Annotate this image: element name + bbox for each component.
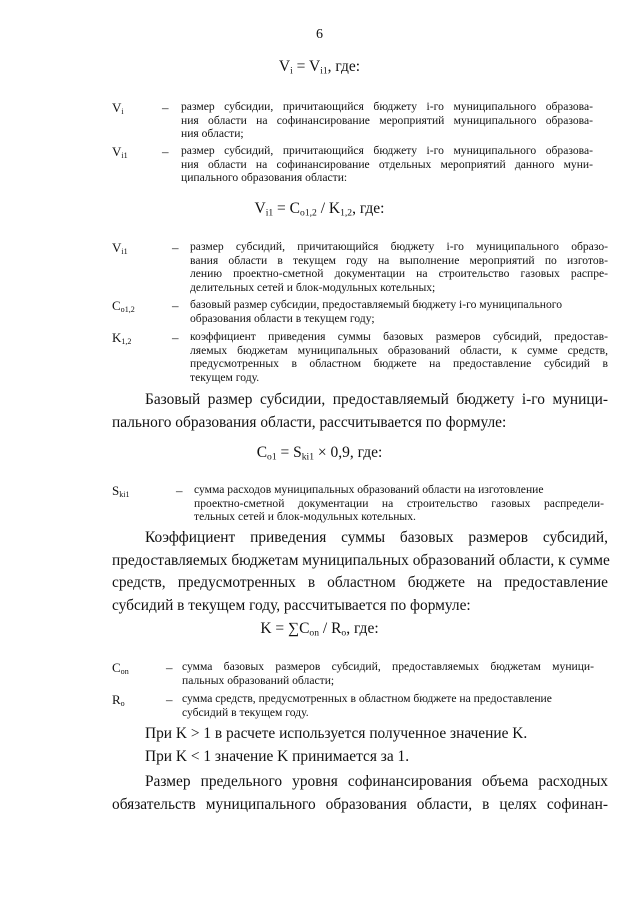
definition-dash: – (172, 330, 179, 345)
definition-text: размер субсидий, причитающийся бюджету i-го муниципального образова- ния области на софинансирование отдельных мероприятий данного муни- ципального образования области: (181, 144, 593, 184)
definition-text: сумма базовых размеров субсидий, предоставляемых бюджетам муници- пальных образований области; (182, 660, 594, 687)
formula-vi1: $V_{i1} = C_{o1,2} / K_{1,2}$, где: (254, 200, 385, 219)
definition-text: базовый размер субсидии, предоставляемый бюджету i-го муниципального образования области в текущем году; (190, 298, 563, 325)
definition-text: сумма средств, предусмотренных в областном бюджете на предоставление субсидий в текущем году. (182, 692, 552, 719)
definition-text: коэффициент приведения суммы базовых размеров субсидий, предостав- ляемых бюджетам муниципальных образований области, к сумме средств, предусмотренных в областном бюджете на предоставление субсидий в текущем году. (190, 330, 608, 384)
definition-symbol: $C_{o1,2}$ (112, 298, 135, 314)
definition-text: размер субсидий, причитающийся бюджету i-го муниципального образо- вания области в текущем году на выполнение мероприятий по изготов- лению проектно-сметной документации на строительство газовых распре- делительных сетей и блок-модульных котельных; (190, 240, 608, 294)
definition-text: сумма расходов муниципальных образований области на изготовление проектно-сметной документации на строительство газовых распредели- тельных сетей и блок-модульных котельных. (194, 483, 604, 523)
definition-symbol: $V_i$ (112, 100, 124, 116)
definition-symbol: $K_{1,2}$ (112, 330, 132, 346)
formula-vi: $V_i = V_{i1}$, где: (278, 58, 361, 77)
paragraph-base-subsidy: Базовый размер субсидии, предоставляемый бюджету i-го муници- пального образования области, рассчитывается по формуле: (112, 391, 608, 431)
paragraph-coefficient: Коэффициент приведения суммы базовых размеров субсидий, предоставляемых бюджетам муниципальных образований области, к сумме средств, предусмотренных в областном бюджете на предоставление субсидий в текущем году, рассчитывается по формуле: (112, 529, 610, 614)
definition-symbol: $V_{i1}$ (112, 240, 128, 256)
formula-k: $K = \sum C_{on} / R_o$, где: (260, 620, 379, 639)
rule-k-less: При K < 1 значение K принимается за 1. (145, 748, 410, 765)
page-number: 6 (316, 27, 323, 42)
definition-dash: – (162, 100, 169, 115)
rule-k-greater: При K > 1 в расчете используется полученное значение K. (145, 725, 528, 742)
definition-dash: – (172, 240, 179, 255)
paragraph-cofinancing-level: Размер предельного уровня софинансирования объема расходных обязательств муниципального образования области, в целях софинан- (112, 773, 608, 813)
definition-symbol: $V_{i1}$ (112, 144, 128, 160)
formula-co1: $C_{o1} = S_{ki1} \times 0,9$, где: (256, 444, 383, 463)
definition-text: размер субсидии, причитающийся бюджету i-го муниципального образова- ния области на софинансирование мероприятий муниципального образова- ния области; (181, 100, 593, 140)
definition-dash: – (176, 483, 183, 498)
definition-dash: – (166, 692, 173, 707)
definition-dash: – (172, 298, 179, 313)
definition-symbol: $C_{on}$ (112, 660, 129, 676)
definition-symbol: $R_o$ (112, 692, 125, 708)
definition-dash: – (162, 144, 169, 159)
definition-dash: – (166, 660, 173, 675)
definition-symbol: $S_{ki1}$ (112, 483, 130, 499)
